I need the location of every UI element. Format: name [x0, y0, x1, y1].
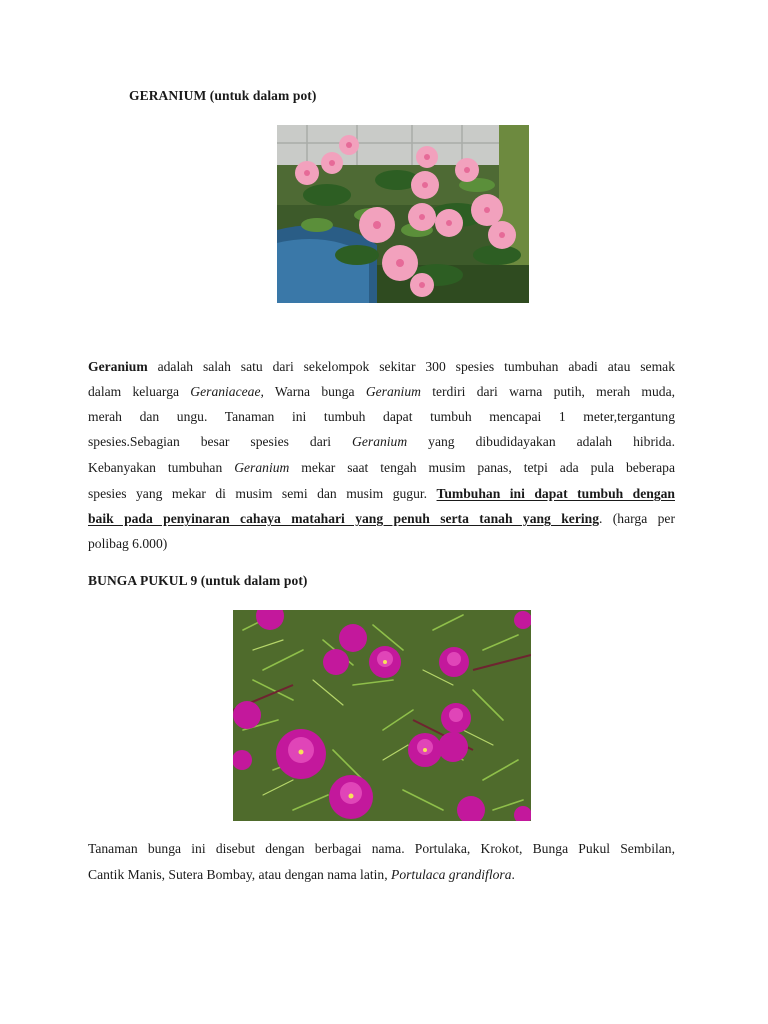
section-heading-geranium: GERANIUM (untuk dalam pot)	[129, 88, 317, 103]
paragraph-line	[88, 408, 675, 426]
text-segment: merah dan ungu. Tanaman ini tumbuh dapat tumbuh mencapai 1 meter,tergantung	[88, 409, 675, 424]
italic-term: Geranium	[365, 384, 421, 399]
paragraph-line	[88, 840, 675, 858]
latin-name: Portulaca grandiflora	[391, 867, 512, 882]
text-segment: Cantik Manis, Sutera Bombay, atau dengan nama latin,	[88, 867, 392, 882]
text-segment: yang dibudidayakan adalah hibrida.	[407, 434, 675, 449]
paragraph-line	[88, 866, 675, 884]
text-segment: Kebanyakan tumbuhan	[88, 460, 235, 475]
text-segment: dalam keluarga	[88, 384, 191, 399]
paragraph-line	[88, 485, 675, 503]
paragraph-line	[88, 433, 675, 451]
paragraph-line	[88, 535, 675, 553]
emphasis-underlined: Tumbuhan ini dapat tumbuh dengan	[436, 486, 675, 501]
geranium-photo	[277, 125, 529, 303]
section-heading-bunga-pukul-9: BUNGA PUKUL 9 (untuk dalam pot)	[88, 573, 308, 588]
italic-term: Geraniaceae,	[190, 384, 264, 399]
term-geranium: Geranium	[88, 359, 148, 374]
portulaca-photo	[233, 610, 531, 821]
text-segment: mekar saat tengah musim panas, tetpi ada pula beberapa	[289, 460, 676, 475]
paragraph-line	[88, 459, 675, 477]
paragraph-line	[88, 358, 675, 376]
italic-term: Geranium	[352, 434, 408, 449]
emphasis-underlined: baik pada penyinaran cahaya matahari yang penuh serta tanah yang kering	[88, 511, 599, 526]
text-segment: adalah salah satu dari sekelompok sekitar 300 spesies tumbuhan abadi atau semak	[147, 359, 675, 374]
text-segment: spesies yang mekar di musim semi dan musim gugur.	[88, 486, 437, 501]
text-segment: Tanaman bunga ini disebut dengan berbagai nama. Portulaka, Krokot, Bunga Pukul Sembilan,	[88, 841, 675, 856]
text-segment: .	[511, 867, 515, 882]
text-segment: spesies.Sebagian besar spesies dari	[88, 434, 353, 449]
paragraph-line	[88, 383, 675, 401]
paragraph-line	[88, 510, 675, 528]
text-segment: terdiri dari warna putih, merah muda,	[420, 384, 675, 399]
italic-term: Geranium	[234, 460, 290, 475]
text-segment: polibag 6.000)	[88, 536, 168, 551]
text-segment: . (harga per	[599, 511, 675, 526]
text-segment: Warna bunga	[263, 384, 366, 399]
